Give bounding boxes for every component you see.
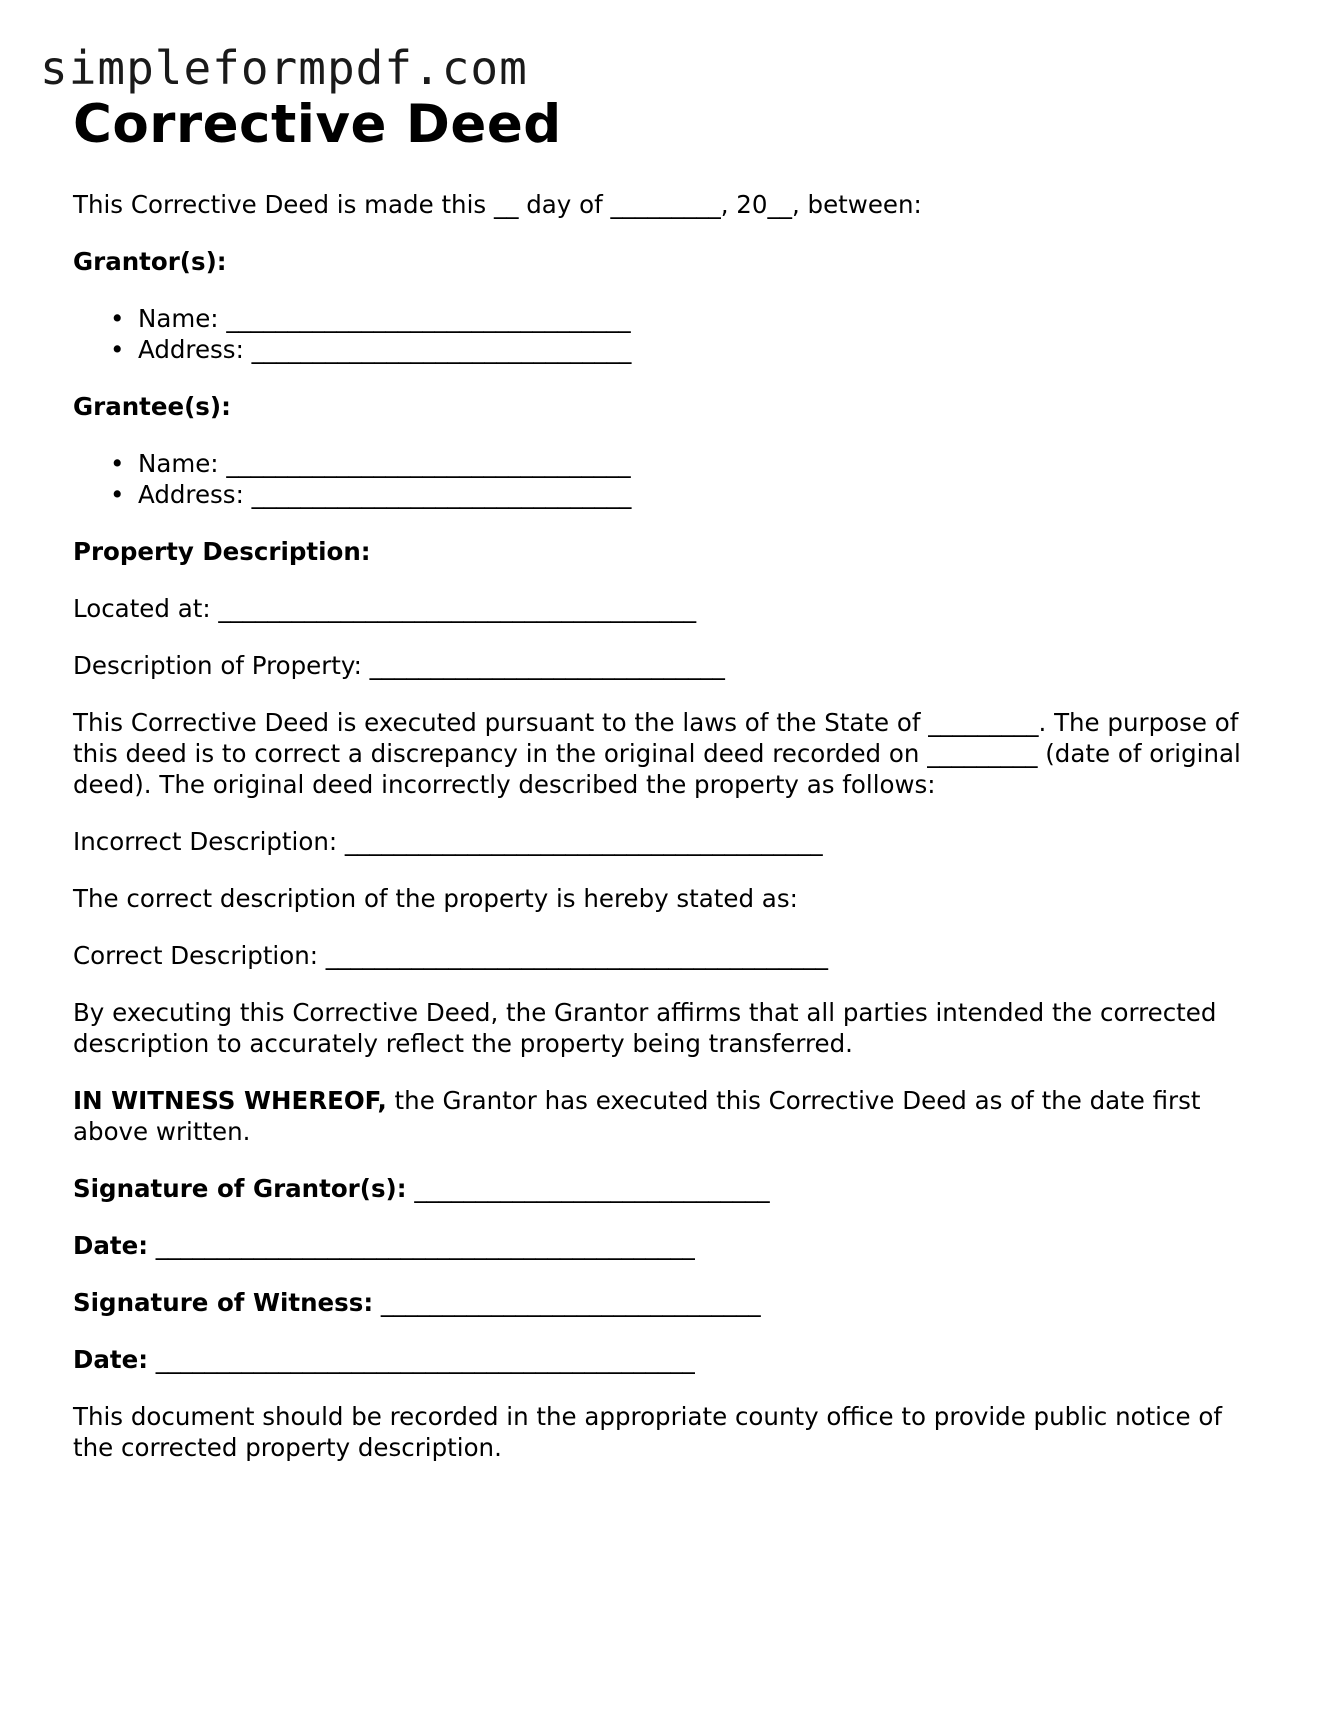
bullet-icon: • [110,335,125,364]
list-item [110,479,1253,510]
grantor-signature-line [73,1173,1253,1204]
bullet-icon: • [110,304,125,333]
grantor-signature-blank: _____________________________ [406,1174,770,1203]
date-blank-2: ____________________________________________ [148,1345,695,1374]
witness-signature-blank: _______________________________ [373,1288,761,1317]
property-heading: Property Description: [73,537,371,566]
property-description-line: Description of Property: _____________________________ [73,651,725,680]
closing-paragraph: This document should be recorded in the appropriate county office to provide public notice of the corrected property description. [73,1402,1222,1462]
list-item [110,448,1253,479]
located-at-line: Located at: _______________________________________ [73,594,697,623]
date-line-1 [73,1230,1253,1261]
witness-bold: IN WITNESS WHEREOF, [73,1086,387,1115]
affirm-paragraph: By executing this Corrective Deed, the Grantor affirms that all parties intended the corrected description to accurately reflect the property being transferred. [73,998,1217,1058]
list-item [110,303,1253,334]
grantee-name-line: Name: _________________________________ [138,449,631,478]
witness-paragraph [73,1085,1253,1147]
date-label-1: Date: [73,1231,148,1260]
page-title: Corrective Deed [73,94,562,155]
grantee-list [73,448,1253,510]
intro-text: This Corrective Deed is made this __ day of _________, 20__, between: [73,190,922,219]
date-label-2: Date: [73,1345,148,1374]
grantor-name-line: Name: _________________________________ [138,304,631,333]
grantor-signature-label: Signature of Grantor(s): [73,1174,407,1203]
list-item [110,334,1253,365]
bullet-icon: • [110,449,125,478]
document-body [73,92,1253,1463]
executed-paragraph: This Corrective Deed is executed pursuant to the laws of the State of _________. The purpose of this deed is to correct a discrepancy in the original deed recorded on _________ (date of original deed). The original deed incorrectly described the property as follows: [73,708,1241,799]
grantee-address-line: Address: _______________________________ [138,480,632,509]
date-line-2 [73,1344,1253,1375]
watermark: simpleformpdf.com [40,41,528,95]
correct-description-line: Correct Description: _________________________________________ [73,941,829,970]
incorrect-description-line: Incorrect Description: _______________________________________ [73,827,823,856]
grantee-heading: Grantee(s): [73,392,231,421]
date-blank-1: ____________________________________________ [148,1231,695,1260]
correct-statement: The correct description of the property is hereby stated as: [73,884,798,913]
witness-signature-label: Signature of Witness: [73,1288,374,1317]
bullet-icon: • [110,480,125,509]
grantor-heading: Grantor(s): [73,247,227,276]
witness-rest: the Grantor has executed this Corrective Deed as of the date first above written. [73,1086,1201,1146]
grantor-list [73,303,1253,365]
witness-signature-line [73,1287,1253,1318]
grantor-address-line: Address: _______________________________ [138,335,632,364]
